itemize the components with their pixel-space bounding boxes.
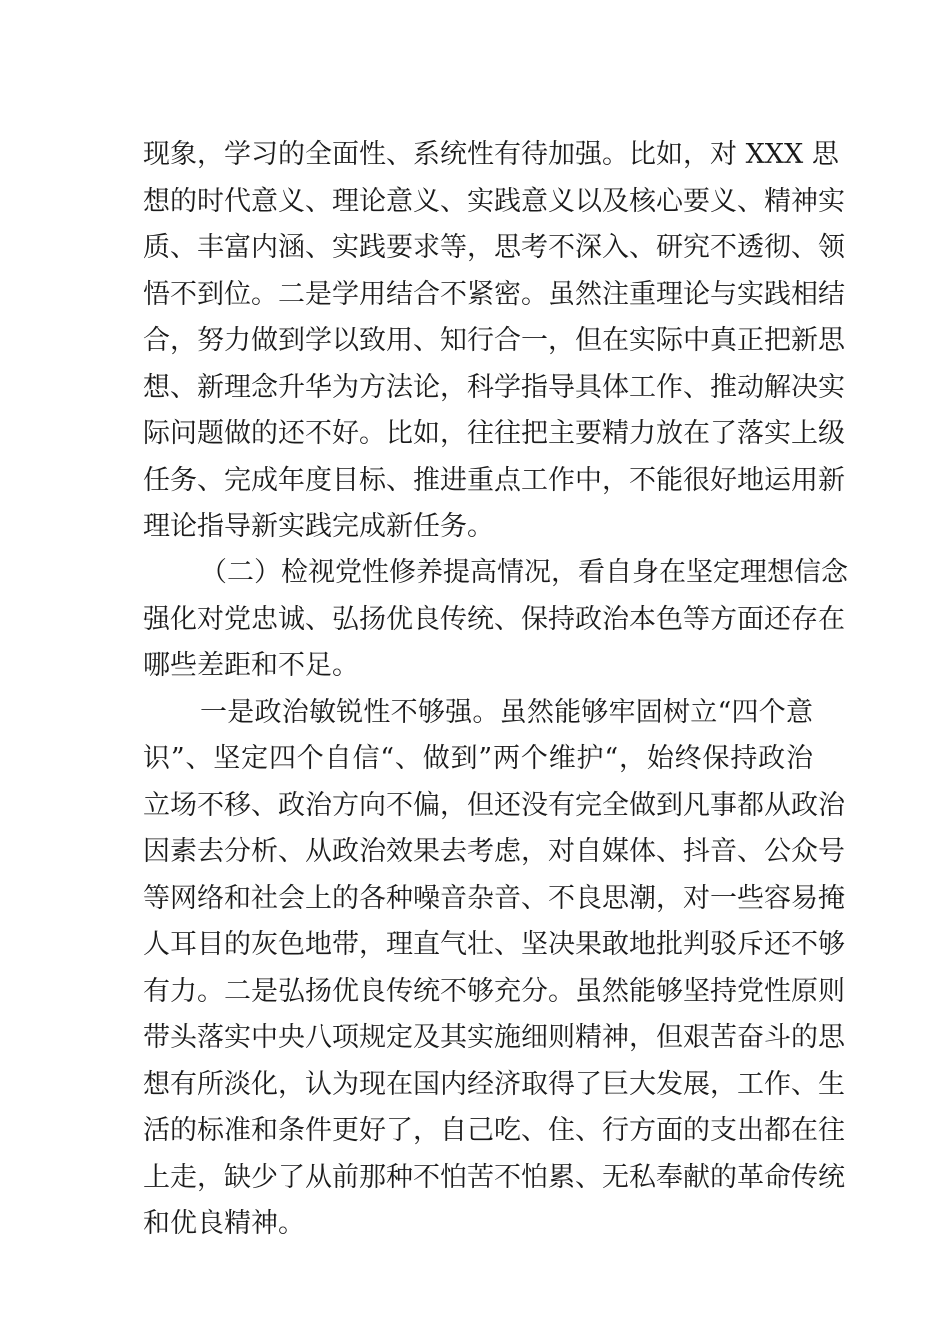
text-line: 任务、完成年度目标、推进重点工作中，不能很好地运用新 [143, 465, 845, 496]
section-heading: （二）检视党性修养提高情况，看自身在坚定理想信念 [200, 557, 848, 588]
text-line: 想的时代意义、理论意义、实践意义以及核心要义、精神实 [143, 186, 845, 217]
text-line: 哪些差距和不足。 [143, 650, 359, 681]
text-line: 强化对党忠诚、弘扬优良传统、保持政治本色等方面还存在 [143, 604, 845, 635]
text-line: 立场不移、政治方向不偏，但还没有完全做到凡事都从政治 [143, 790, 845, 821]
text-line: 质、丰富内涵、实践要求等，思考不深入、研究不透彻、领 [143, 232, 845, 263]
text-line: 想、新理念升华为方法论，科学指导具体工作、推动解决实 [143, 372, 845, 403]
text-line: 活的标准和条件更好了，自己吃、住、行方面的支出都在往 [143, 1115, 845, 1146]
text-line: 带头落实中央八项规定及其实施细则精神，但艰苦奋斗的思 [143, 1022, 845, 1053]
text-line: 悟不到位。二是学用结合不紧密。虽然注重理论与实践相结 [143, 279, 845, 310]
text-line: 人耳目的灰色地带，理直气壮、坚决果敢地批判驳斥还不够 [143, 929, 845, 960]
paragraph-first-line: 一是政治敏锐性不够强。虽然能够牢固树立“四个意 [200, 697, 813, 728]
text-line: 等网络和社会上的各种噪音杂音、不良思潮，对一些容易掩 [143, 883, 845, 914]
text-line: 识”、坚定四个自信“、做到”两个维护“，始终保持政治 [143, 743, 813, 774]
text-line: 合，努力做到学以致用、知行合一，但在实际中真正把新思 [143, 325, 845, 356]
text-line: 上走，缺少了从前那种不怕苦不怕累、无私奉献的革命传统 [143, 1162, 845, 1193]
text-line: 因素去分析、从政治效果去考虑，对自媒体、抖音、公众号 [143, 836, 845, 867]
text-line: 理论指导新实践完成新任务。 [143, 511, 494, 542]
text-line: 现象，学习的全面性、系统性有待加强。比如，对 XXX 思 [143, 139, 839, 170]
text-line: 想有所淡化，认为现在国内经济取得了巨大发展，工作、生 [143, 1069, 845, 1100]
text-line: 有力。二是弘扬优良传统不够充分。虽然能够坚持党性原则 [143, 976, 845, 1007]
text-line: 和优良精神。 [143, 1208, 305, 1239]
text-line: 际问题做的还不好。比如，往往把主要精力放在了落实上级 [143, 418, 845, 449]
